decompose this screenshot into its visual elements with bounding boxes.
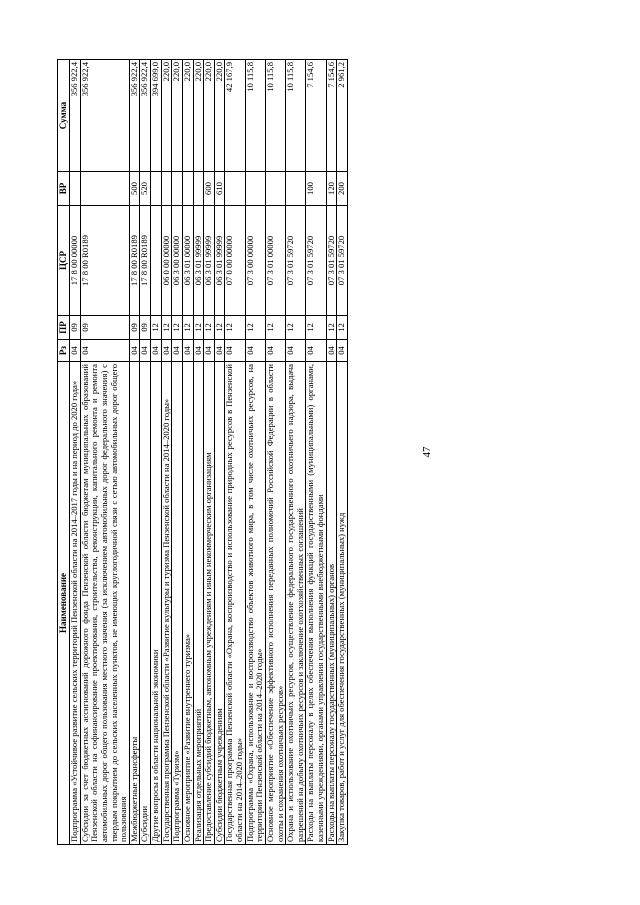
cell-vr xyxy=(172,172,183,206)
table-row xyxy=(193,60,204,845)
cell-name: Подпрограмма «Туризм» xyxy=(172,362,183,845)
table-row xyxy=(151,60,162,845)
cell-sum: 220,0 xyxy=(214,60,225,172)
cell-csr: 17 8 00 00000 xyxy=(70,206,81,316)
cell-sum: 220,0 xyxy=(204,60,215,172)
cell-name: Государственная программа Пензенской области «Развитие культуры и туризма Пензенской области на 2014–2020 годы» xyxy=(161,362,172,845)
cell-vr: 200 xyxy=(337,172,348,206)
cell-vr: 500 xyxy=(129,172,140,206)
cell-vr xyxy=(161,172,172,206)
cell-sum: 42 167,9 xyxy=(225,60,245,172)
cell-name: Субсидии бюджетным учреждениям xyxy=(214,362,225,845)
cell-name: Субсидии xyxy=(140,362,151,845)
cell-csr: 07 3 01 59720 xyxy=(337,206,348,316)
cell-name: Подпрограмма «Устойчивое развитие сельских территорий Пензенской области на 2014–2017 годы и на период до 2020 года» xyxy=(70,362,81,845)
cell-csr: 06 3 01 99999 xyxy=(204,206,215,316)
cell-rz: 04 xyxy=(225,340,245,362)
header-name: Наименование xyxy=(58,362,70,845)
cell-pr: 09 xyxy=(80,316,129,340)
cell-rz: 04 xyxy=(140,340,151,362)
cell-csr: 06 3 01 99999 xyxy=(214,206,225,316)
cell-vr xyxy=(151,172,162,206)
cell-rz: 04 xyxy=(326,340,337,362)
budget-table xyxy=(57,59,348,845)
table-row xyxy=(80,60,129,845)
cell-pr: 12 xyxy=(306,316,326,340)
cell-vr xyxy=(80,172,129,206)
cell-csr: 06 3 01 99999 xyxy=(193,206,204,316)
cell-rz: 04 xyxy=(306,340,326,362)
cell-csr: 06 3 00 00000 xyxy=(172,206,183,316)
cell-pr: 12 xyxy=(172,316,183,340)
table-row xyxy=(182,60,193,845)
cell-vr: 100 xyxy=(306,172,326,206)
cell-name: Закупка товаров, работ и услуг для обеспечения государственных (муниципальных) нужд xyxy=(337,362,348,845)
cell-sum: 356 922,4 xyxy=(80,60,129,172)
cell-pr: 09 xyxy=(140,316,151,340)
cell-sum: 10 115,8 xyxy=(245,60,265,172)
cell-csr: 06 3 01 00000 xyxy=(182,206,193,316)
cell-pr: 12 xyxy=(214,316,225,340)
cell-rz: 04 xyxy=(151,340,162,362)
cell-csr: 07 3 01 59720 xyxy=(326,206,337,316)
cell-pr: 12 xyxy=(337,316,348,340)
cell-rz: 04 xyxy=(286,340,306,362)
table-row xyxy=(225,60,245,845)
cell-vr: 120 xyxy=(326,172,337,206)
table-row xyxy=(214,60,225,845)
cell-vr: 520 xyxy=(140,172,151,206)
cell-sum: 220,0 xyxy=(172,60,183,172)
table-row xyxy=(265,60,285,845)
cell-vr: 600 xyxy=(204,172,215,206)
cell-pr: 12 xyxy=(204,316,215,340)
cell-pr: 12 xyxy=(193,316,204,340)
cell-pr: 12 xyxy=(161,316,172,340)
table-row xyxy=(245,60,265,845)
table-row xyxy=(306,60,326,845)
cell-name: Охрана и использование охотничьих ресурсов, осуществление федерального государственного охотничьего надзора, выдача разрешений на добычу охотничьих ресурсов и заключение охотхозяйственных соглашений xyxy=(286,362,306,845)
table-row xyxy=(204,60,215,845)
table-row xyxy=(337,60,348,845)
cell-rz: 04 xyxy=(161,340,172,362)
cell-name: Расходы на выплаты персоналу государственных (муниципальных) органов xyxy=(326,362,337,845)
cell-csr: 07 3 00 00000 xyxy=(245,206,265,316)
cell-rz: 04 xyxy=(245,340,265,362)
table-row xyxy=(70,60,81,845)
cell-csr: 17 8 00 R0189 xyxy=(80,206,129,316)
cell-rz: 04 xyxy=(214,340,225,362)
cell-csr: 06 0 00 00000 xyxy=(161,206,172,316)
cell-rz: 04 xyxy=(172,340,183,362)
cell-vr xyxy=(193,172,204,206)
cell-name: Подпрограмма «Охрана, использование и воспроизводство объектов животного мира, в том числе охотничьих ресурсов, на территории Пензенской области на 2014–2020 годы» xyxy=(245,362,265,845)
cell-pr: 12 xyxy=(245,316,265,340)
table-row xyxy=(172,60,183,845)
table-row xyxy=(140,60,151,845)
rotated-table-container xyxy=(57,60,547,845)
cell-name: Основное мероприятие «Развитие внутреннего туризма» xyxy=(182,362,193,845)
cell-sum: 394 699,0 xyxy=(151,60,162,172)
cell-sum: 10 115,8 xyxy=(286,60,306,172)
cell-pr: 12 xyxy=(265,316,285,340)
cell-csr: 17 8 00 R0189 xyxy=(140,206,151,316)
cell-name: Субсидии за счет бюджетных ассигнований дорожного фонда Пензенской области бюджетам муниципальных образований Пензенской области на софинансирование проектирования, строительства, реконструкции, капитального ремонта и ремонта автомобильных дорог общего пользования местного значения (за исключением автомобильных дорог федерального значения) с твердым покрытием до сельских населенных пунктов, не имеющих круглогодичной связи с сетью автомобильных дорог общего пользования xyxy=(80,362,129,845)
cell-pr: 12 xyxy=(286,316,306,340)
cell-pr: 09 xyxy=(129,316,140,340)
cell-rz: 04 xyxy=(70,340,81,362)
cell-pr: 12 xyxy=(151,316,162,340)
cell-rz: 04 xyxy=(193,340,204,362)
cell-rz: 04 xyxy=(204,340,215,362)
cell-pr: 12 xyxy=(326,316,337,340)
cell-csr xyxy=(151,206,162,316)
cell-name: Расходы на выплаты персоналу в целях обеспечения выполнения функций государственными (муниципальными) органами, казенными учреждениями, органами управления государственными внебюджетными фондами xyxy=(306,362,326,845)
cell-name: Реализация отдельных мероприятий xyxy=(193,362,204,845)
cell-vr xyxy=(265,172,285,206)
header-vr: ВР xyxy=(58,172,70,206)
cell-name: Предоставление субсидий бюджетным, автономным учреждениям и иным некоммерческим организациям xyxy=(204,362,215,845)
cell-pr: 09 xyxy=(70,316,81,340)
header-rz: Рз xyxy=(58,340,70,362)
cell-vr xyxy=(182,172,193,206)
cell-csr: 17 8 00 R0189 xyxy=(129,206,140,316)
cell-sum: 220,0 xyxy=(182,60,193,172)
cell-rz: 04 xyxy=(265,340,285,362)
cell-csr: 07 3 01 00000 xyxy=(265,206,285,316)
cell-vr xyxy=(245,172,265,206)
cell-name: Другие вопросы в области национальной экономики xyxy=(151,362,162,845)
page-number: 47 xyxy=(421,446,433,458)
cell-rz: 04 xyxy=(337,340,348,362)
cell-sum: 220,0 xyxy=(193,60,204,172)
table-row xyxy=(286,60,306,845)
cell-pr: 12 xyxy=(225,316,245,340)
cell-name: Государственная программа Пензенской области «Охрана, воспроизводство и использование природных ресурсов в Пензенской области на 2014–2020 годы» xyxy=(225,362,245,845)
table-row xyxy=(129,60,140,845)
cell-vr xyxy=(286,172,306,206)
cell-sum: 2 961,2 xyxy=(337,60,348,172)
cell-sum: 7 154,6 xyxy=(306,60,326,172)
cell-csr: 07 0 00 00000 xyxy=(225,206,245,316)
header-pr: ПР xyxy=(58,316,70,340)
cell-sum: 7 154,6 xyxy=(326,60,337,172)
header-sum: Сумма xyxy=(58,60,70,172)
cell-name: Основное мероприятие «Обеспечение эффективного исполнения переданных полномочий Российской Федерации в области охоты и сохранения охотничьих ресурсов» xyxy=(265,362,285,845)
cell-rz: 04 xyxy=(80,340,129,362)
header-csr: ЦСР xyxy=(58,206,70,316)
cell-sum: 10 115,8 xyxy=(265,60,285,172)
cell-csr: 07 3 01 59720 xyxy=(286,206,306,316)
cell-rz: 04 xyxy=(129,340,140,362)
cell-sum: 220,0 xyxy=(161,60,172,172)
cell-vr: 610 xyxy=(214,172,225,206)
cell-csr: 07 3 01 59720 xyxy=(306,206,326,316)
cell-vr xyxy=(225,172,245,206)
cell-vr xyxy=(70,172,81,206)
cell-sum: 356 922,4 xyxy=(140,60,151,172)
table-header-row xyxy=(58,60,70,845)
cell-name: Межбюджетные трансферты xyxy=(129,362,140,845)
cell-sum: 356 922,4 xyxy=(129,60,140,172)
cell-sum: 356 922,4 xyxy=(70,60,81,172)
cell-pr: 12 xyxy=(182,316,193,340)
table-row xyxy=(326,60,337,845)
cell-rz: 04 xyxy=(182,340,193,362)
table-row xyxy=(161,60,172,845)
